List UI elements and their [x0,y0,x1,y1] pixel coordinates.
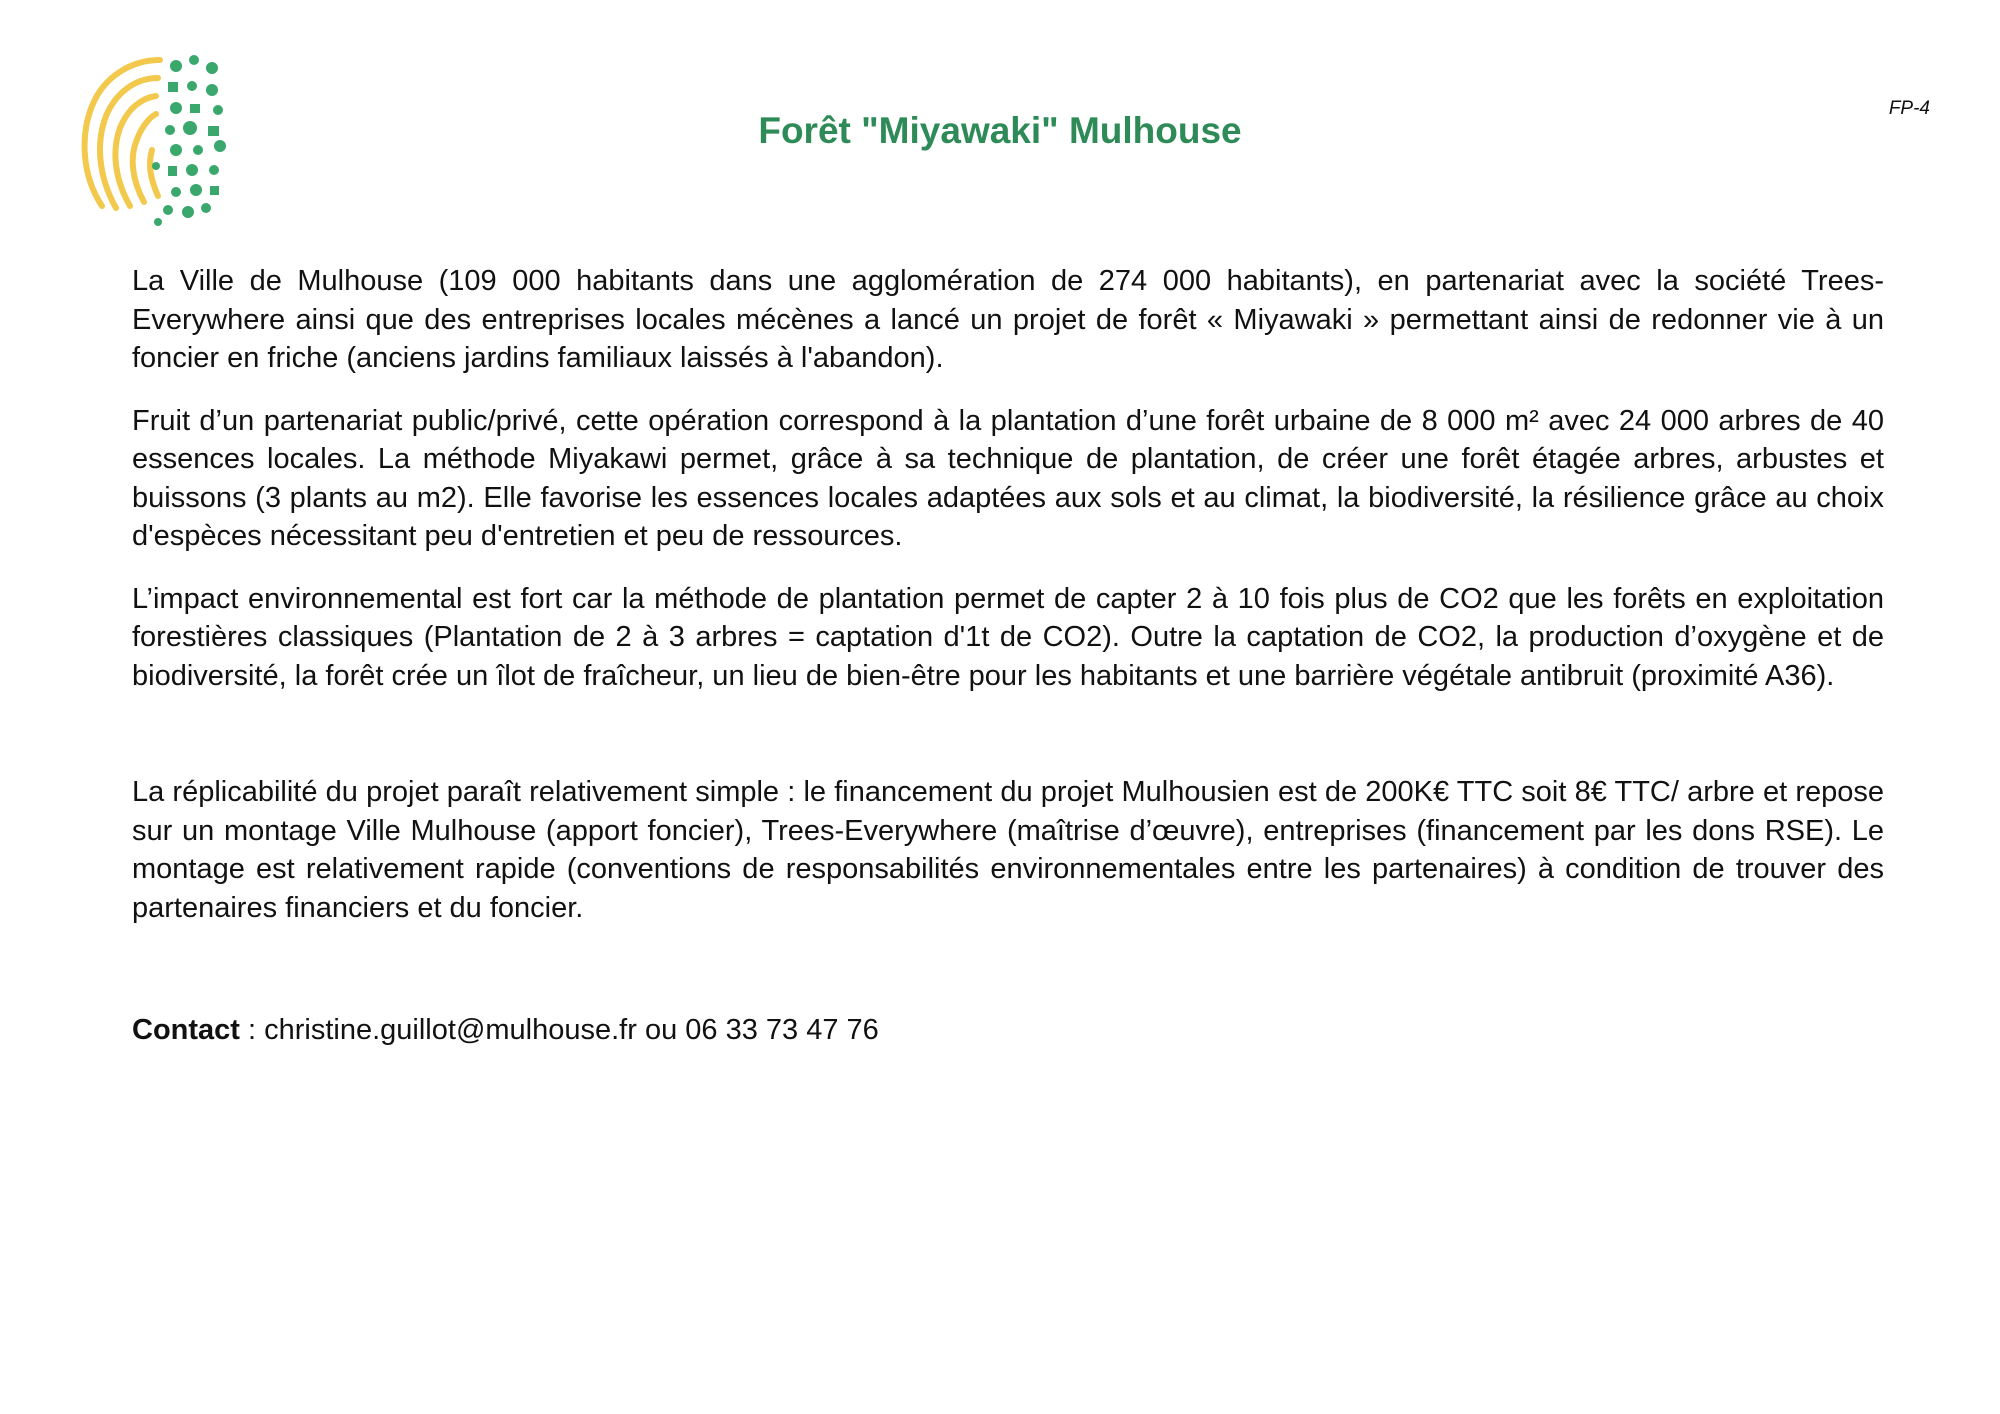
paragraph-replicability: La réplicabilité du projet paraît relativement simple : le financement du projet Mulhousien est de 200K€ TTC soit 8€ TTC/ arbre et repose sur un montage Ville Mulhouse (apport foncier), Trees-Everywhere (maîtrise d’œuvre), entreprises (financement par les dons RSE). Le montage est relativement rapide (conventions de responsabilités environnementales entre les partenaires) à condition de trouver des partenaires financiers et du foncier. [132,776,1884,924]
paragraph-intro: La Ville de Mulhouse (109 000 habitants dans une agglomération de 274 000 habitants), en partenariat avec la société Trees-Everywhere ainsi que des entreprises locales mécènes a lancé un projet de forêt « Miyawaki » permettant ainsi de redonner vie à un foncier en friche (anciens jardins familiaux laissés à l'abandon). [132,265,1884,374]
paragraph-partnership: Fruit d’un partenariat public/privé, cette opération correspond à la plantation d’une forêt urbaine de 8 000 m² avec 24 000 arbres de 40 essences locales. La méthode Miyakawi permet, grâce à sa technique de plantation, de créer une forêt étagée arbres, arbustes et buissons (3 plants au m2). Elle favorise les essences locales adaptées aux sols et au climat, la biodiversité, la résilience grâce au choix d'espèces nécessitant peu d'entretien et peu de ressources. [132,404,1884,552]
document-body [132,262,1884,1050]
contact-line [132,1011,1884,1050]
contact-separator: : [239,1014,265,1046]
contact-value: christine.guillot@mulhouse.fr ou 06 33 73 47 76 [264,1014,879,1046]
paragraph-impact: L’impact environnemental est fort car la méthode de plantation permet de capter 2 à 10 fois plus de CO2 que les forêts en exploitation forestières classiques (Plantation de 2 à 3 arbres = captation d'1t de CO2). Outre la captation de CO2, la production d’oxygène et de biodiversité, la forêt crée un îlot de fraîcheur, un lieu de bien-être pour les habitants et une barrière végétale antibruit (proximité A36). [132,582,1884,692]
page-title: Forêt "Miyawaki" Mulhouse [758,110,1242,151]
contact-label: Contact [132,1014,240,1046]
page-code: FP-4 [1888,98,1930,119]
